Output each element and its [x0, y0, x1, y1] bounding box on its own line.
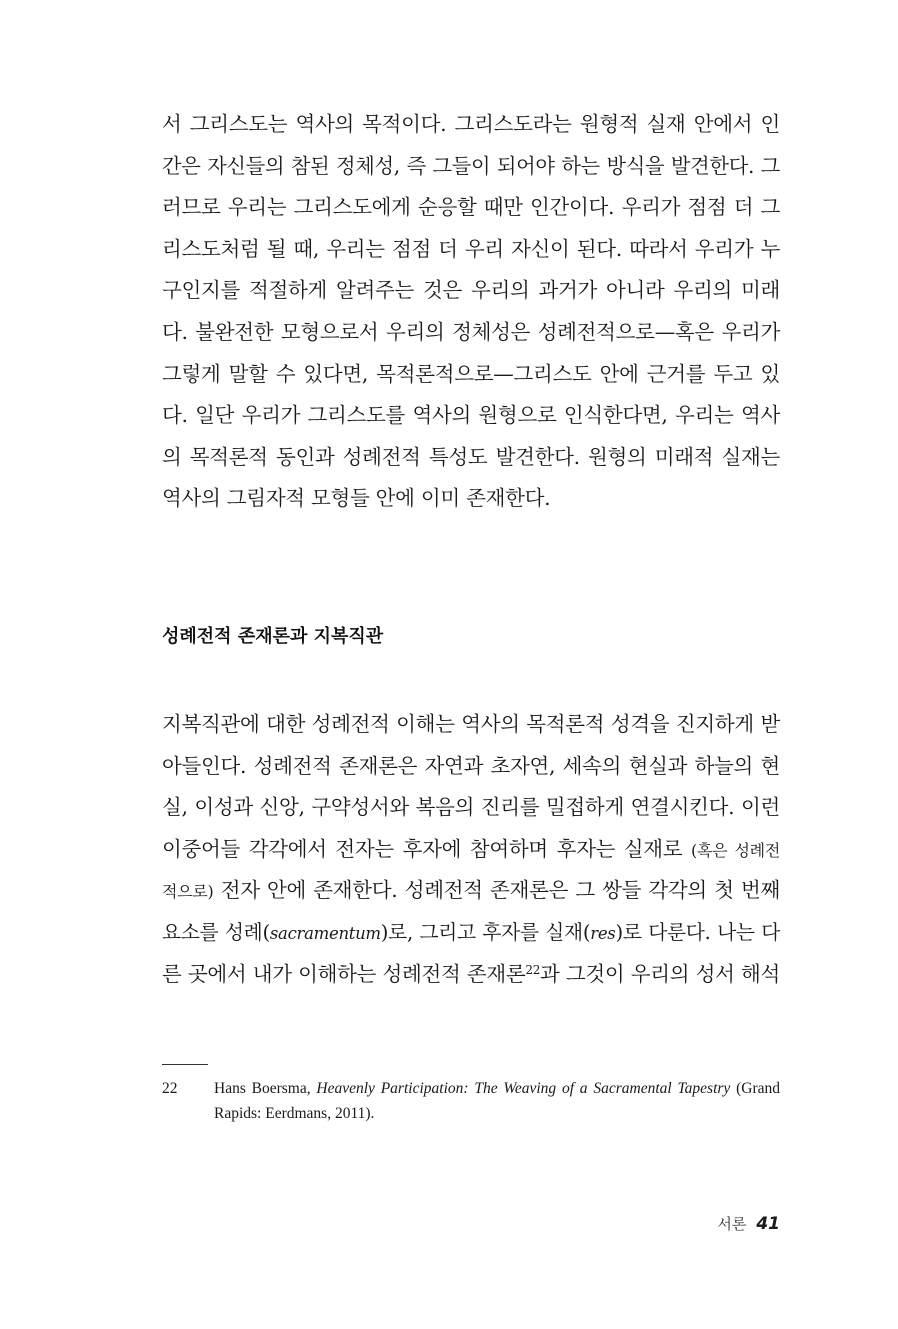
text-run: 과 그것이 우리의 성서 해석 — [540, 961, 780, 986]
text-run: 요소를 성례( — [162, 920, 270, 944]
footnote-line — [214, 1076, 780, 1101]
text-line — [162, 912, 780, 954]
footnote-line: Rapids: Eerdmans, 2011). — [214, 1105, 375, 1122]
text-line: 아들인다. 성례전적 존재론은 자연과 초자연, 세속의 현실과 하늘의 현 — [162, 753, 780, 778]
text-line: 다. 불완전한 모형으로서 우리의 정체성은 성례전적으로—혹은 우리가 — [162, 319, 780, 344]
text-line: 서 그리스도는 역사의 목적이다. 그리스도라는 원형적 실재 안에서 인 — [162, 112, 780, 136]
text-line: 지복직관에 대한 성례전적 이해는 역사의 목적론적 성격을 진지하게 받 — [162, 712, 780, 736]
footnote-citation — [214, 1076, 780, 1126]
text-line — [162, 870, 780, 912]
footnote-rule — [162, 1064, 208, 1065]
footnote-author: Hans Boersma, — [214, 1080, 317, 1097]
text-line: 그렇게 말할 수 있다면, 목적론적으로—그리스도 안에 근거를 두고 있 — [162, 361, 780, 386]
running-section-title: 서론 — [717, 1215, 747, 1233]
footnote-reference[interactable]: 22 — [525, 962, 541, 977]
footnote-publisher: (Grand — [730, 1080, 780, 1097]
latin-term: sacramentum — [269, 923, 381, 943]
text-line: 다. 일단 우리가 그리스도를 역사의 원형으로 인식한다면, 우리는 역사 — [162, 403, 780, 428]
text-line — [162, 954, 780, 996]
parenthetical-text: (혹은 성례전 — [691, 840, 780, 860]
section-heading: 성례전적 존재론과 지복직관 — [162, 626, 384, 647]
latin-term: res — [590, 923, 616, 943]
text-run: )로, 그리고 후자를 실재( — [380, 920, 591, 944]
text-line: 리스도처럼 될 때, 우리는 점점 더 우리 자신이 된다. 따라서 우리가 누 — [162, 236, 780, 261]
footnote-number: 22 — [162, 1080, 178, 1097]
page-footer — [717, 1212, 780, 1236]
text-run: 전자 안에 존재한다. 성례전적 존재론은 그 쌍들 각각의 첫 번째 — [213, 878, 780, 903]
text-line: 실, 이성과 신앙, 구약성서와 복음의 진리를 밀접하게 연결시킨다. 이런 — [162, 795, 780, 820]
text-line: 러므로 우리는 그리스도에게 순응할 때만 인간이다. 우리가 점점 더 그 — [162, 195, 780, 220]
text-line: 의 목적론적 동인과 성례전적 특성도 발견한다. 원형의 미래적 실재는 — [162, 444, 780, 469]
parenthetical-text: 적으로) — [162, 882, 214, 902]
text-line: 간은 자신들의 참된 정체성, 즉 그들이 되어야 하는 방식을 발견한다. 그 — [162, 153, 780, 178]
body-paragraph-1 — [162, 104, 780, 520]
text-line: 구인지를 적절하게 알려주는 것은 우리의 과거가 아니라 우리의 미래 — [162, 278, 780, 303]
page-number: 41 — [756, 1214, 780, 1234]
text-line — [162, 829, 780, 871]
text-line: 역사의 그림자적 모형들 안에 이미 존재한다. — [162, 486, 551, 511]
text-run: )로 다룬다. 나는 다 — [615, 920, 780, 944]
footnote-title: Heavenly Participation: The Weaving of a Sacramental Tapestry — [316, 1080, 731, 1097]
body-paragraph-2 — [162, 704, 780, 995]
text-run: 이중어들 각각에서 전자는 후자에 참여하며 후자는 실재로 — [162, 836, 691, 861]
footnote — [162, 1076, 780, 1126]
text-run: 른 곳에서 내가 이해하는 성례전적 존재론 — [162, 961, 526, 986]
